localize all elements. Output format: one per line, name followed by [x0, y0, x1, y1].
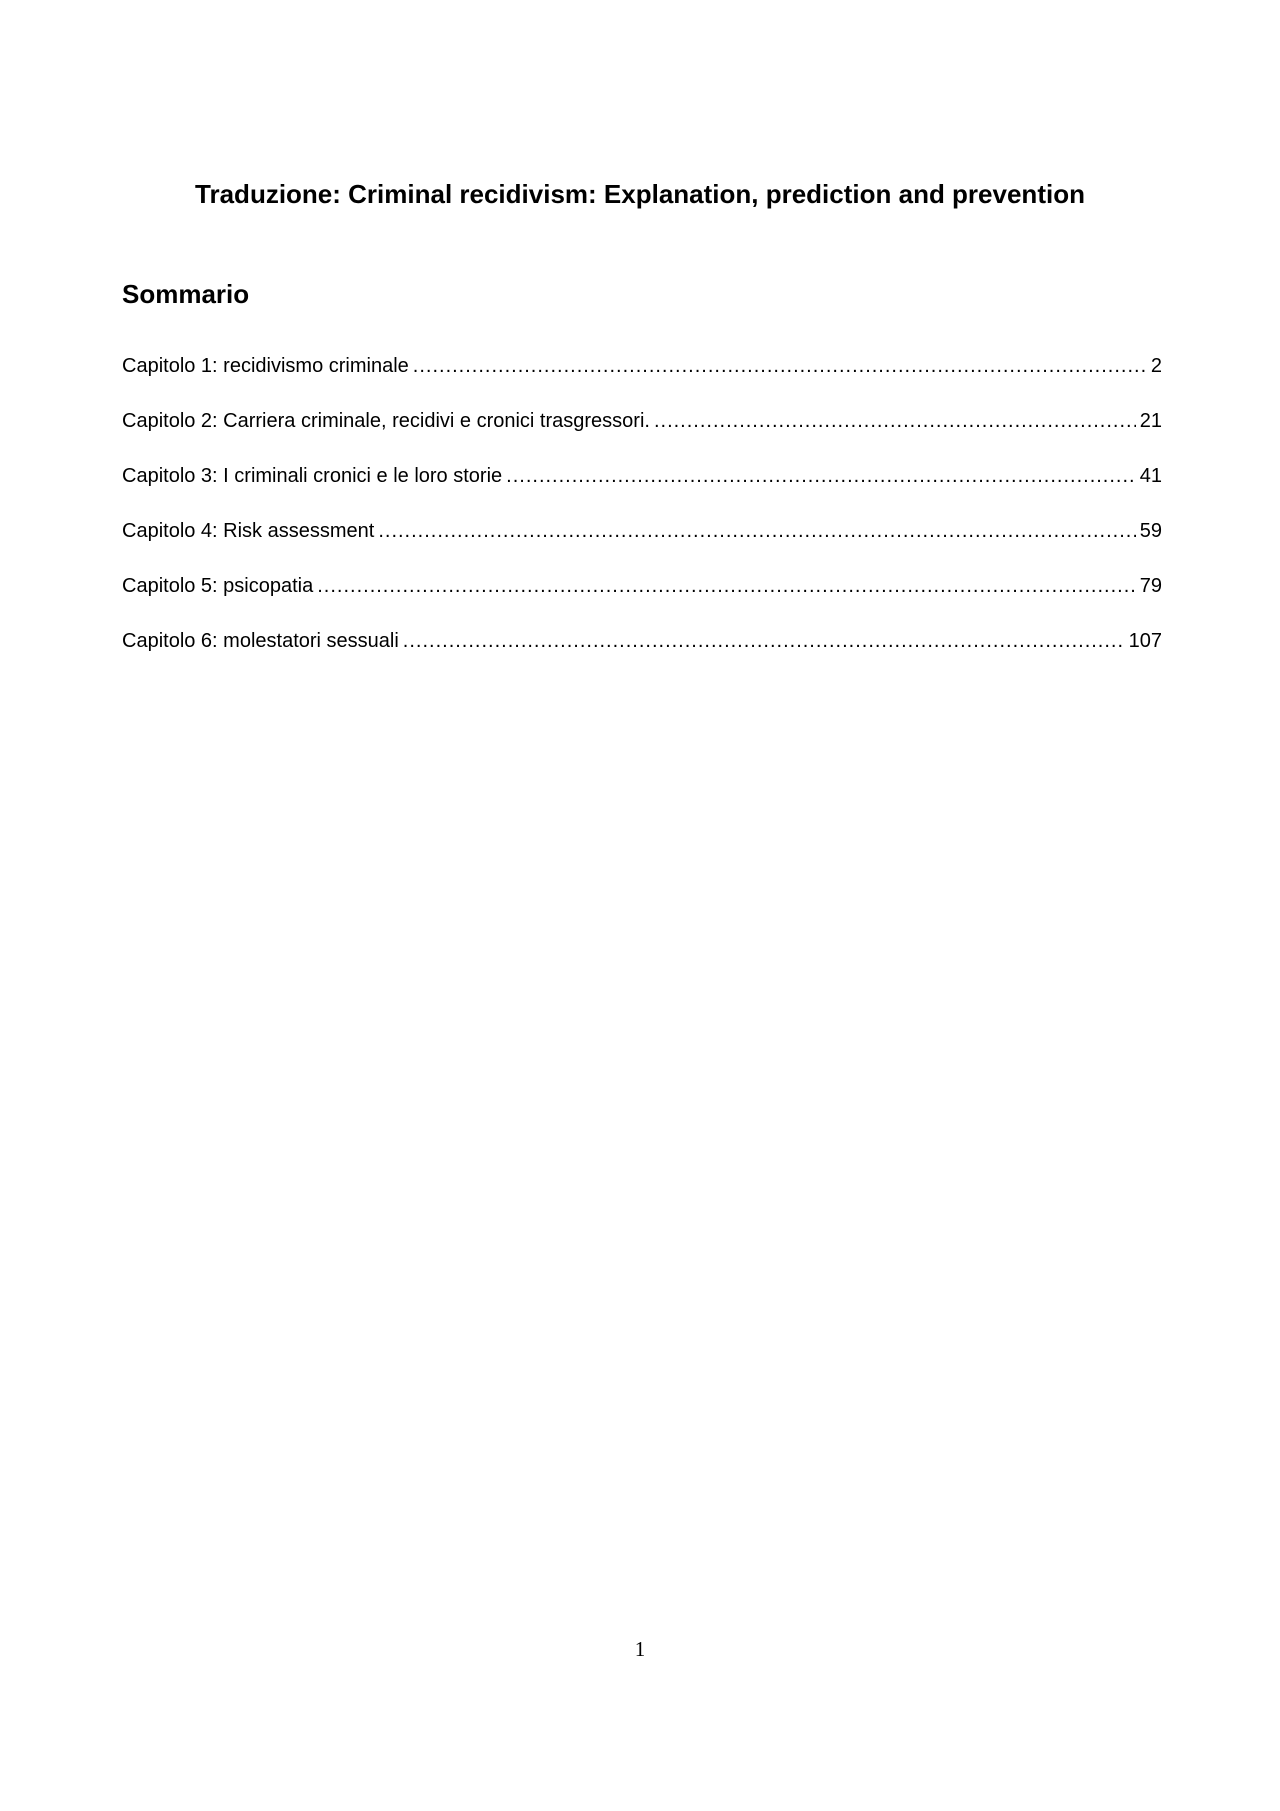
toc-entry-chapter-4[interactable] — [122, 517, 1162, 572]
toc-entry-label: Capitolo 3: I criminali cronici e le loro storie — [122, 465, 503, 487]
toc-heading: Sommario — [122, 279, 250, 309]
toc-entry-page: 59 — [1139, 520, 1162, 542]
document-title: Traduzione: Criminal recidivism: Explanation, prediction and prevention — [195, 179, 1085, 209]
table-of-contents — [122, 352, 1162, 682]
toc-entry-chapter-6[interactable] — [122, 627, 1162, 682]
toc-entry-label: Capitolo 2: Carriera criminale, recidivi e cronici trasgressori. — [122, 410, 650, 432]
toc-dot-leader — [403, 627, 1125, 655]
toc-entry-label: Capitolo 6: molestatori sessuali — [122, 630, 399, 652]
toc-entry-label: Capitolo 5: psicopatia — [122, 575, 314, 597]
toc-entry-page: 21 — [1139, 410, 1162, 432]
toc-entry-chapter-5[interactable] — [122, 572, 1162, 627]
toc-entry-page: 41 — [1139, 465, 1162, 487]
toc-dot-leader — [378, 517, 1135, 545]
toc-dot-leader — [506, 462, 1136, 490]
toc-dot-leader — [413, 352, 1147, 380]
toc-entry-page: 107 — [1128, 630, 1162, 652]
toc-entry-chapter-3[interactable] — [122, 462, 1162, 517]
toc-entry-chapter-1[interactable] — [122, 352, 1162, 407]
toc-dot-leader — [654, 407, 1136, 435]
toc-entry-page: 79 — [1139, 575, 1162, 597]
toc-entry-label: Capitolo 4: Risk assessment — [122, 520, 375, 542]
toc-entry-label: Capitolo 1: recidivismo criminale — [122, 355, 409, 377]
toc-entry-page: 2 — [1150, 355, 1162, 377]
page-number: 1 — [634, 1637, 646, 1661]
toc-entry-chapter-2[interactable] — [122, 407, 1162, 462]
toc-dot-leader — [317, 572, 1136, 600]
